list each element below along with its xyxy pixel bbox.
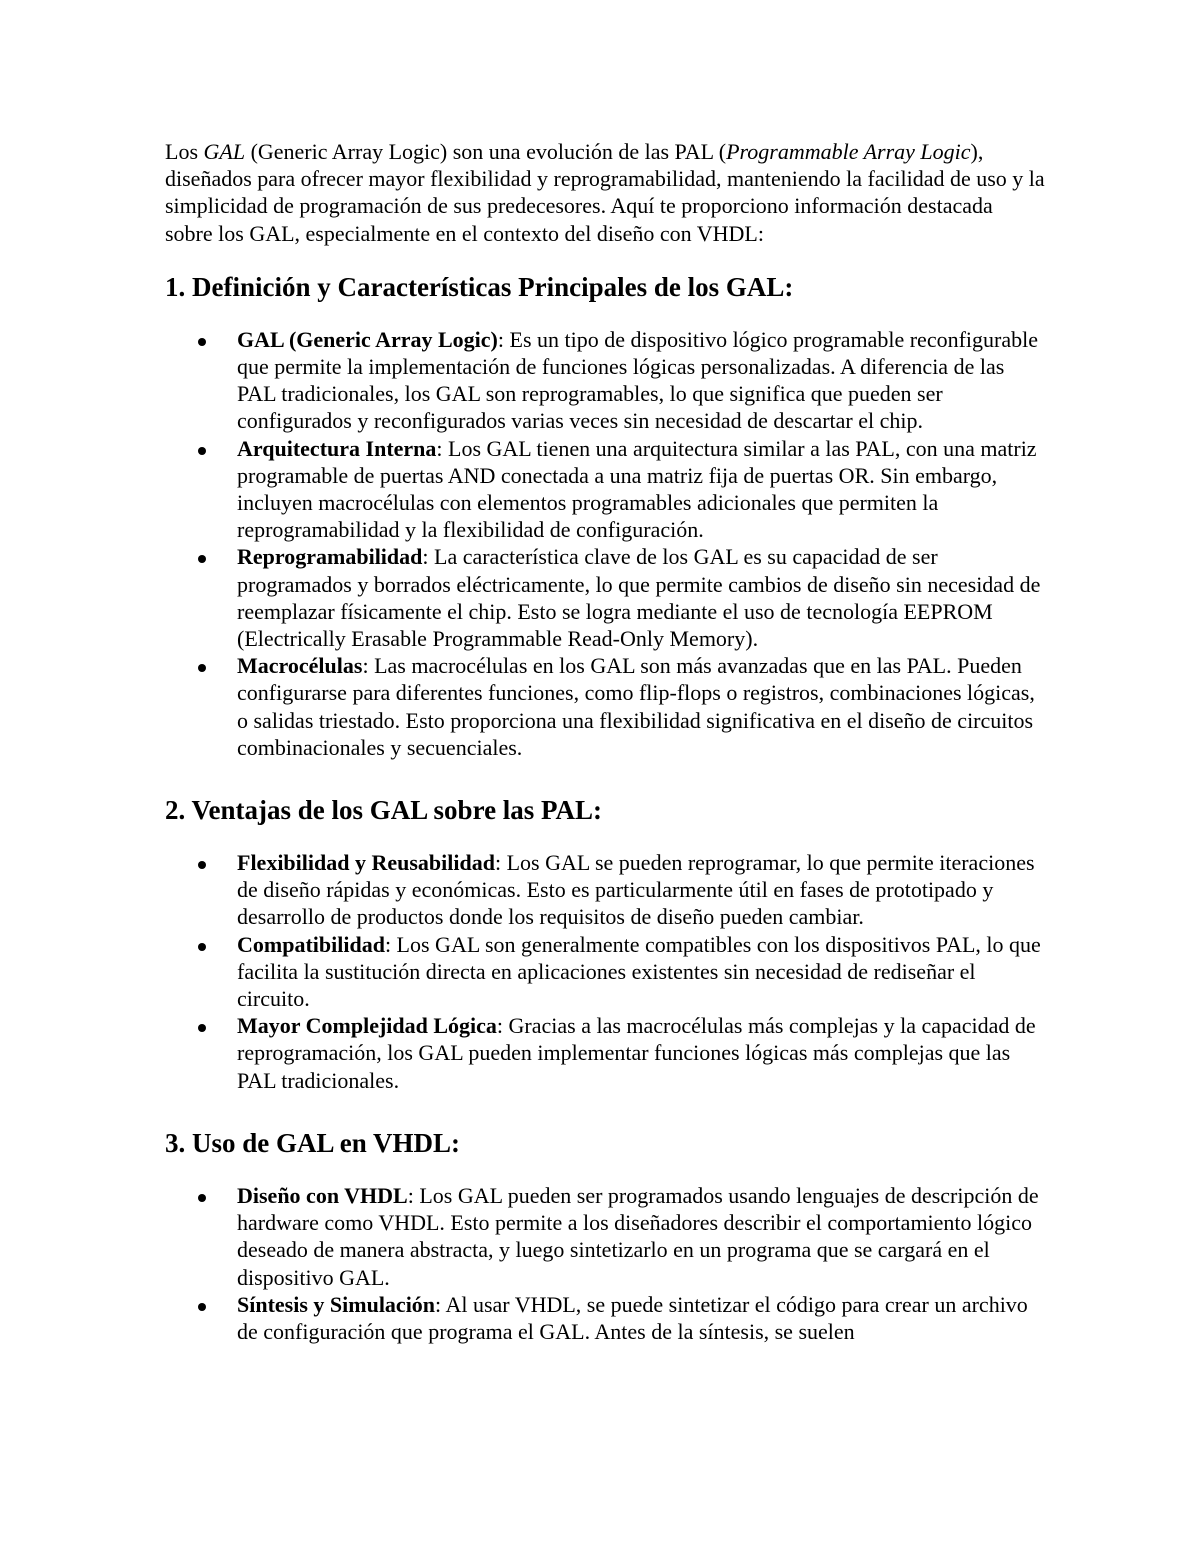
list-item xyxy=(165,1012,1045,1094)
item-term: Mayor Complejidad Lógica xyxy=(237,1013,497,1039)
item-term: Macrocélulas xyxy=(237,653,363,679)
section-3-list xyxy=(165,1182,1045,1345)
item-term: Reprogramabilidad xyxy=(237,544,423,570)
bullet-icon xyxy=(198,447,206,455)
bullet-icon xyxy=(198,555,206,563)
bullet-icon xyxy=(198,1194,206,1202)
item-text: : Los GAL son generalmente compatibles con los dispositivos PAL, lo que facilita la sustitución directa en aplicaciones existentes sin necesidad de rediseñar el circuito. xyxy=(237,931,1041,1012)
item-text: : Gracias a las macrocélulas más complejas y la capacidad de reprogramación, los GAL pueden implementar funciones lógicas más complejas que las PAL tradicionales. xyxy=(237,1013,1036,1093)
bullet-icon xyxy=(198,861,206,869)
section-heading-3: 3. Uso de GAL en VHDL: xyxy=(165,1127,461,1158)
section-2-list xyxy=(165,849,1045,1094)
list-item xyxy=(165,435,1045,544)
section-heading-1: 1. Definición y Características Principales de los GAL: xyxy=(165,271,794,302)
bullet-icon xyxy=(198,943,206,951)
list-item xyxy=(165,543,1045,652)
item-term: Diseño con VHDL xyxy=(237,1182,408,1208)
item-term: Síntesis y Simulación xyxy=(237,1291,436,1317)
item-term: Compatibilidad xyxy=(237,931,385,957)
item-text: : Las macrocélulas en los GAL son más avanzadas que en las PAL. Pueden configurarse para diferentes funciones, como flip-flops o registros, combinaciones lógicas, o salidas triestado. Esto proporciona una flexibilidad significativa en el diseño de circuitos combinacionales y secuenciales. xyxy=(237,653,1035,760)
bullet-icon xyxy=(198,1303,206,1311)
intro-text-1: Los xyxy=(165,139,204,164)
intro-paragraph xyxy=(165,138,1045,247)
section-heading-2: 2. Ventajas de los GAL sobre las PAL: xyxy=(165,795,603,826)
item-term: Flexibilidad y Reusabilidad xyxy=(237,850,495,876)
bullet-icon xyxy=(198,338,206,346)
item-text: : Es un tipo de dispositivo lógico programable reconfigurable que permite la implementación de funciones lógicas personalizadas. A diferencia de las PAL tradicionales, los GAL son reprogramables, lo que significa que pueden ser configurados y reconfigurados varias veces sin necesidad de descartar el chip. xyxy=(237,326,1038,434)
item-text: : Los GAL tienen una arquitectura similar a las PAL, con una matriz programable de puertas AND conectada a una matriz fija de puertas OR. Sin embargo, incluyen macrocélulas con elementos programables adicionales que permiten la reprogramabilidad y la flexibilidad de configuración. xyxy=(237,435,1037,543)
list-item xyxy=(165,1182,1045,1291)
list-item xyxy=(165,849,1045,931)
section-1-list xyxy=(165,326,1045,761)
list-item xyxy=(165,326,1045,435)
item-text: : Al usar VHDL, se puede sintetizar el código para crear un archivo de configuración que programa el GAL. Antes de la síntesis, se suelen xyxy=(237,1291,1028,1344)
intro-pal-italic: Programmable Array Logic xyxy=(726,139,971,164)
list-item xyxy=(165,652,1045,761)
list-item xyxy=(165,931,1045,1013)
intro-gal-italic: GAL xyxy=(203,139,246,164)
item-term: GAL (Generic Array Logic) xyxy=(237,326,498,352)
item-term: Arquitectura Interna xyxy=(237,435,437,461)
intro-text-2: (Generic Array Logic) son una evolución de las PAL ( xyxy=(245,139,727,164)
bullet-icon xyxy=(198,664,206,672)
bullet-icon xyxy=(198,1024,206,1032)
item-text: : Los GAL pueden ser programados usando lenguajes de descripción de hardware como VHDL. Esto permite a los diseñadores describir el comportamiento lógico deseado de manera abstracta, y luego sintetizarlo en un programa que se cargará en el dispositivo GAL. xyxy=(237,1182,1039,1290)
item-text: : La característica clave de los GAL es su capacidad de ser programados y borrados eléctricamente, lo que permite cambios de diseño sin necesidad de reemplazar físicamente el chip. Esto se logra mediante el uso de tecnología EEPROM (Electrically Erasable Programmable Read-Only Memory). xyxy=(237,544,1041,652)
document-page xyxy=(165,138,1045,1345)
intro-text-3: ), diseñados para ofrecer mayor flexibilidad y reprogramabilidad, manteniendo la facilidad de uso y la simplicidad de programación de sus predecesores. Aquí te proporciono información destacada sobre los GAL, especialmente en el contexto del diseño con VHDL: xyxy=(165,139,1045,246)
list-item xyxy=(165,1291,1045,1345)
item-text: : Los GAL se pueden reprogramar, lo que permite iteraciones de diseño rápidas y económicas. Esto es particularmente útil en fases de prototipado y desarrollo de productos donde los requisitos de diseño pueden cambiar. xyxy=(237,850,1035,930)
